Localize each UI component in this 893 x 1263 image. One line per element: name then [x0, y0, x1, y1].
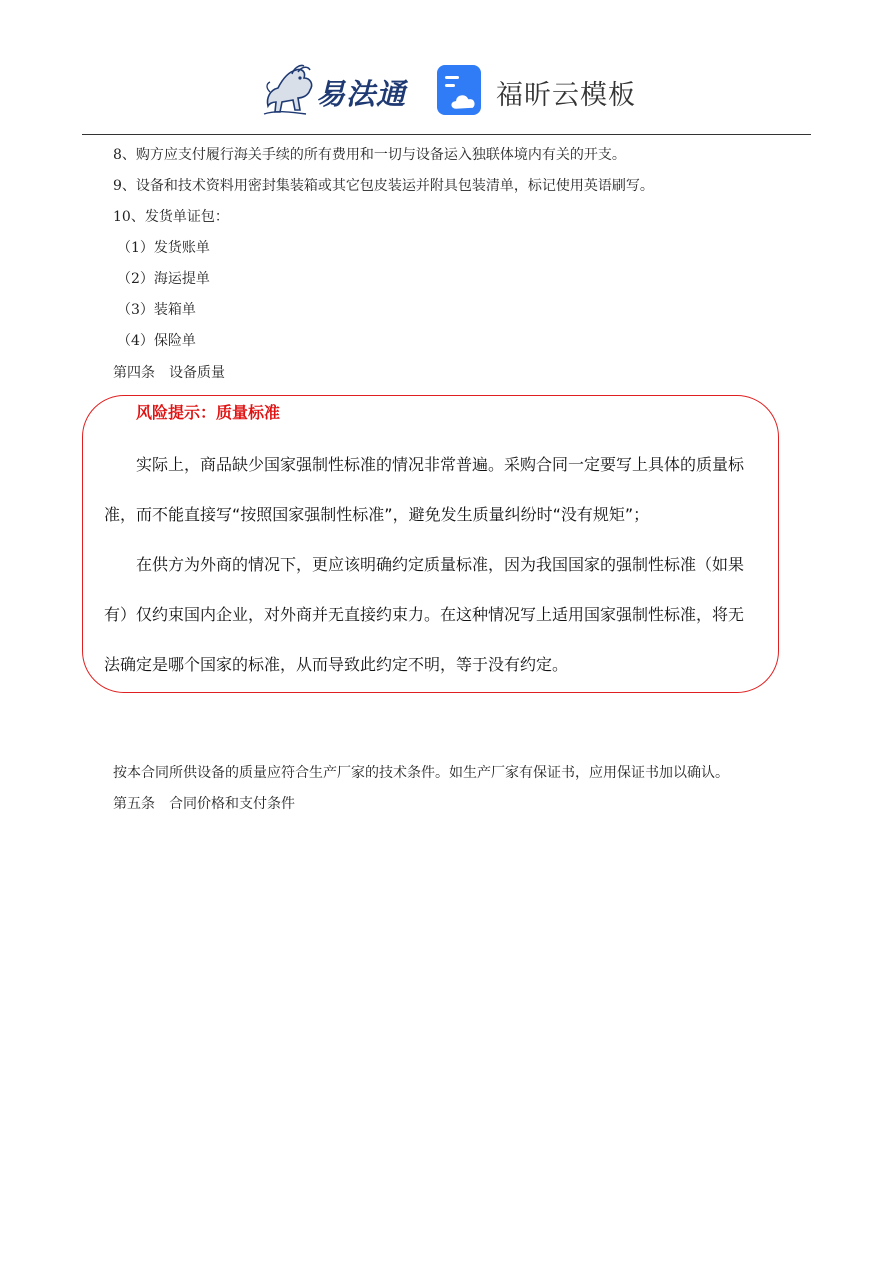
risk-title: 风险提示：质量标准	[136, 403, 281, 422]
section-heading: 第四条 设备质量	[113, 365, 225, 381]
risk-text-line: 有）仅约束国内企业，对外商并无直接约束力。在这种情况写上适用国家强制性标准，将无	[104, 605, 745, 624]
page-header	[0, 0, 893, 136]
brand-left-text: 易法通	[316, 77, 407, 111]
fuxin-cloud-logo	[436, 64, 646, 118]
clause-line: 9、设备和技术资料用密封集装箱或其它包皮装运并附具包装清单，标记使用英语刷写。	[113, 178, 654, 194]
risk-text-line: 实际上，商品缺少国家强制性标准的情况非常普遍。采购合同一定要写上具体的质量标	[136, 455, 745, 474]
risk-text-line: 法确定是哪个国家的标准，从而导致此约定不明，等于没有约定。	[104, 655, 569, 674]
header-divider	[82, 134, 811, 135]
list-item: （2）海运提单	[117, 271, 210, 287]
list-item: （4）保险单	[117, 333, 196, 349]
qilin-icon	[262, 62, 318, 120]
brand-right-text: 福昕云模板	[496, 80, 636, 111]
list-item: （3）装箱单	[117, 302, 196, 318]
cloud-document-icon	[436, 64, 486, 118]
risk-notice-box	[82, 395, 779, 693]
clause-line: 按本合同所供设备的质量应符合生产厂家的技术条件。如生产厂家有保证书，应用保证书加以确认。	[113, 765, 729, 781]
section-heading: 第五条 合同价格和支付条件	[113, 796, 295, 812]
risk-text-line: 在供方为外商的情况下，更应该明确约定质量标准，因为我国国家的强制性标准（如果	[136, 555, 745, 574]
risk-text-line: 准，而不能直接写“按照国家强制性标准”，避免发生质量纠纷时“没有规矩”；	[104, 505, 650, 524]
clause-line: 10、发货单证包：	[113, 209, 229, 225]
list-item: （1）发货账单	[117, 240, 210, 256]
clause-line: 8、购方应支付履行海关手续的所有费用和一切与设备运入独联体境内有关的开支。	[113, 147, 626, 163]
yifatong-logo	[262, 62, 412, 120]
